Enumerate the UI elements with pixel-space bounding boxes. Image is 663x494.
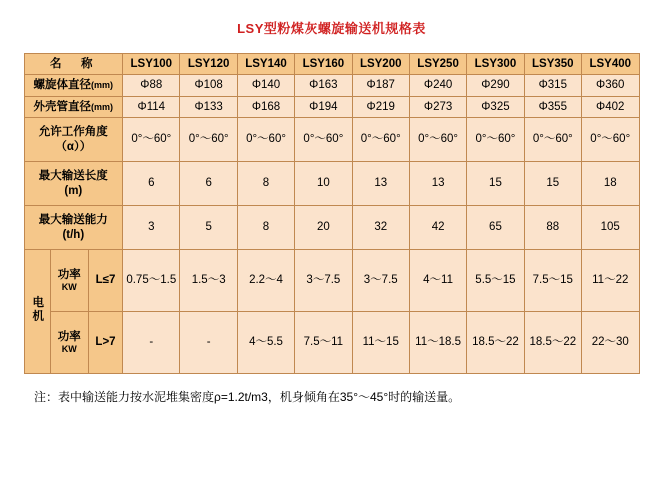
cell-value: 18 bbox=[581, 162, 639, 206]
cell-value: 0°～60° bbox=[180, 118, 237, 162]
row-label-power-unit: KW bbox=[61, 344, 77, 355]
cell-value: Φ355 bbox=[524, 96, 581, 117]
cell-value: 4～5.5 bbox=[237, 312, 294, 374]
row-label-unit: (mm) bbox=[91, 80, 114, 91]
cell-value: 15 bbox=[524, 162, 581, 206]
row-label bbox=[24, 96, 123, 117]
table-row bbox=[24, 206, 639, 250]
cell-value: Φ402 bbox=[581, 96, 639, 117]
column-header-model: LSY400 bbox=[581, 54, 639, 75]
page-title: LSY型粉煤灰螺旋输送机规格表 bbox=[237, 21, 426, 36]
row-label-power bbox=[50, 250, 88, 312]
column-header-name: 名 称 bbox=[24, 54, 123, 75]
cell-value: Φ240 bbox=[409, 75, 466, 96]
cell-value: Φ273 bbox=[409, 96, 466, 117]
cell-value: 8 bbox=[237, 206, 294, 250]
cell-value: 0°～60° bbox=[524, 118, 581, 162]
table-header-row bbox=[24, 54, 639, 75]
cell-value: Φ108 bbox=[180, 75, 237, 96]
row-label-unit: （α）） bbox=[55, 140, 92, 153]
column-header-model: LSY300 bbox=[467, 54, 524, 75]
cell-value: Φ290 bbox=[467, 75, 524, 96]
row-label bbox=[24, 75, 123, 96]
table-row-motor-high bbox=[24, 312, 639, 374]
row-label-unit: (m) bbox=[64, 184, 83, 197]
cell-value: Φ163 bbox=[295, 75, 352, 96]
cell-value: Φ187 bbox=[352, 75, 409, 96]
row-label-text: 最大输送能力 bbox=[38, 214, 108, 227]
cell-value: 0°～60° bbox=[352, 118, 409, 162]
cell-value: Φ194 bbox=[295, 96, 352, 117]
cell-value: 13 bbox=[409, 162, 466, 206]
cell-value: Φ325 bbox=[467, 96, 524, 117]
cell-value: 11～15 bbox=[352, 312, 409, 374]
table-row bbox=[24, 162, 639, 206]
cell-value: 10 bbox=[295, 162, 352, 206]
column-header-model: LSY100 bbox=[123, 54, 180, 75]
row-label-power-text: 功率 bbox=[57, 330, 81, 343]
cell-value: 7.5～15 bbox=[524, 250, 581, 312]
row-label bbox=[24, 206, 123, 250]
cell-value: - bbox=[180, 312, 237, 374]
cell-value: Φ133 bbox=[180, 96, 237, 117]
cell-value: 32 bbox=[352, 206, 409, 250]
table-row-motor-low bbox=[24, 250, 639, 312]
row-label-condition: L>7 bbox=[88, 312, 122, 374]
cell-value: 0.75～1.5 bbox=[123, 250, 180, 312]
cell-value: Φ168 bbox=[237, 96, 294, 117]
row-label-motor-text: 电机 bbox=[31, 295, 44, 323]
cell-value: 11～22 bbox=[581, 250, 639, 312]
cell-value: 0°～60° bbox=[237, 118, 294, 162]
cell-value: 15 bbox=[467, 162, 524, 206]
cell-value: 0°～60° bbox=[409, 118, 466, 162]
column-header-model: LSY350 bbox=[524, 54, 581, 75]
cell-value: 8 bbox=[237, 162, 294, 206]
row-label-text: 允许工作角度 bbox=[38, 126, 108, 139]
column-header-model: LSY200 bbox=[352, 54, 409, 75]
row-label-power-text: 功率 bbox=[57, 268, 81, 281]
cell-value: 22～30 bbox=[581, 312, 639, 374]
cell-value: 3 bbox=[123, 206, 180, 250]
row-label-text: 最大输送长度 bbox=[38, 170, 108, 183]
cell-value: 7.5～11 bbox=[295, 312, 352, 374]
cell-value: 105 bbox=[581, 206, 639, 250]
cell-value: 20 bbox=[295, 206, 352, 250]
cell-value: 2.2～4 bbox=[237, 250, 294, 312]
table-note: 注：表中输送能力按水泥堆集密度ρ=1.2t/m3，机身倾角在35°～45°时的输送量。 bbox=[34, 390, 461, 405]
row-label-text: 螺旋体直径 bbox=[33, 79, 92, 92]
cell-value: 6 bbox=[123, 162, 180, 206]
cell-value: 42 bbox=[409, 206, 466, 250]
cell-value: 65 bbox=[467, 206, 524, 250]
row-label-unit: (mm) bbox=[91, 101, 114, 112]
cell-value: Φ88 bbox=[123, 75, 180, 96]
table-row bbox=[24, 96, 639, 117]
row-label-unit: (t/h) bbox=[62, 228, 85, 241]
cell-value: 0°～60° bbox=[123, 118, 180, 162]
cell-value: 88 bbox=[524, 206, 581, 250]
cell-value: 0°～60° bbox=[581, 118, 639, 162]
column-header-model: LSY250 bbox=[409, 54, 466, 75]
row-label-power-unit: KW bbox=[61, 282, 77, 293]
cell-value: Φ114 bbox=[123, 96, 180, 117]
table-row bbox=[24, 75, 639, 96]
row-label-condition: L≤7 bbox=[88, 250, 122, 312]
cell-value: 4～11 bbox=[409, 250, 466, 312]
column-header-model: LSY120 bbox=[180, 54, 237, 75]
cell-value: Φ315 bbox=[524, 75, 581, 96]
cell-value: - bbox=[123, 312, 180, 374]
cell-value: 1.5～3 bbox=[180, 250, 237, 312]
column-header-model: LSY140 bbox=[237, 54, 294, 75]
cell-value: 18.5～22 bbox=[524, 312, 581, 374]
specification-table bbox=[24, 53, 640, 374]
row-label bbox=[24, 162, 123, 206]
cell-value: 0°～60° bbox=[295, 118, 352, 162]
cell-value: 6 bbox=[180, 162, 237, 206]
cell-value: 13 bbox=[352, 162, 409, 206]
cell-value: 3～7.5 bbox=[352, 250, 409, 312]
cell-value: 3～7.5 bbox=[295, 250, 352, 312]
row-label-text: 外壳管直径 bbox=[33, 100, 92, 113]
cell-value: 11～18.5 bbox=[409, 312, 466, 374]
cell-value: Φ360 bbox=[581, 75, 639, 96]
cell-value: Φ219 bbox=[352, 96, 409, 117]
table-row bbox=[24, 118, 639, 162]
cell-value: 5.5～15 bbox=[467, 250, 524, 312]
cell-value: 18.5～22 bbox=[467, 312, 524, 374]
cell-value: Φ140 bbox=[237, 75, 294, 96]
row-label bbox=[24, 118, 123, 162]
row-label-power bbox=[50, 312, 88, 374]
row-label-motor bbox=[24, 250, 50, 374]
cell-value: 0°～60° bbox=[467, 118, 524, 162]
cell-value: 5 bbox=[180, 206, 237, 250]
column-header-model: LSY160 bbox=[295, 54, 352, 75]
